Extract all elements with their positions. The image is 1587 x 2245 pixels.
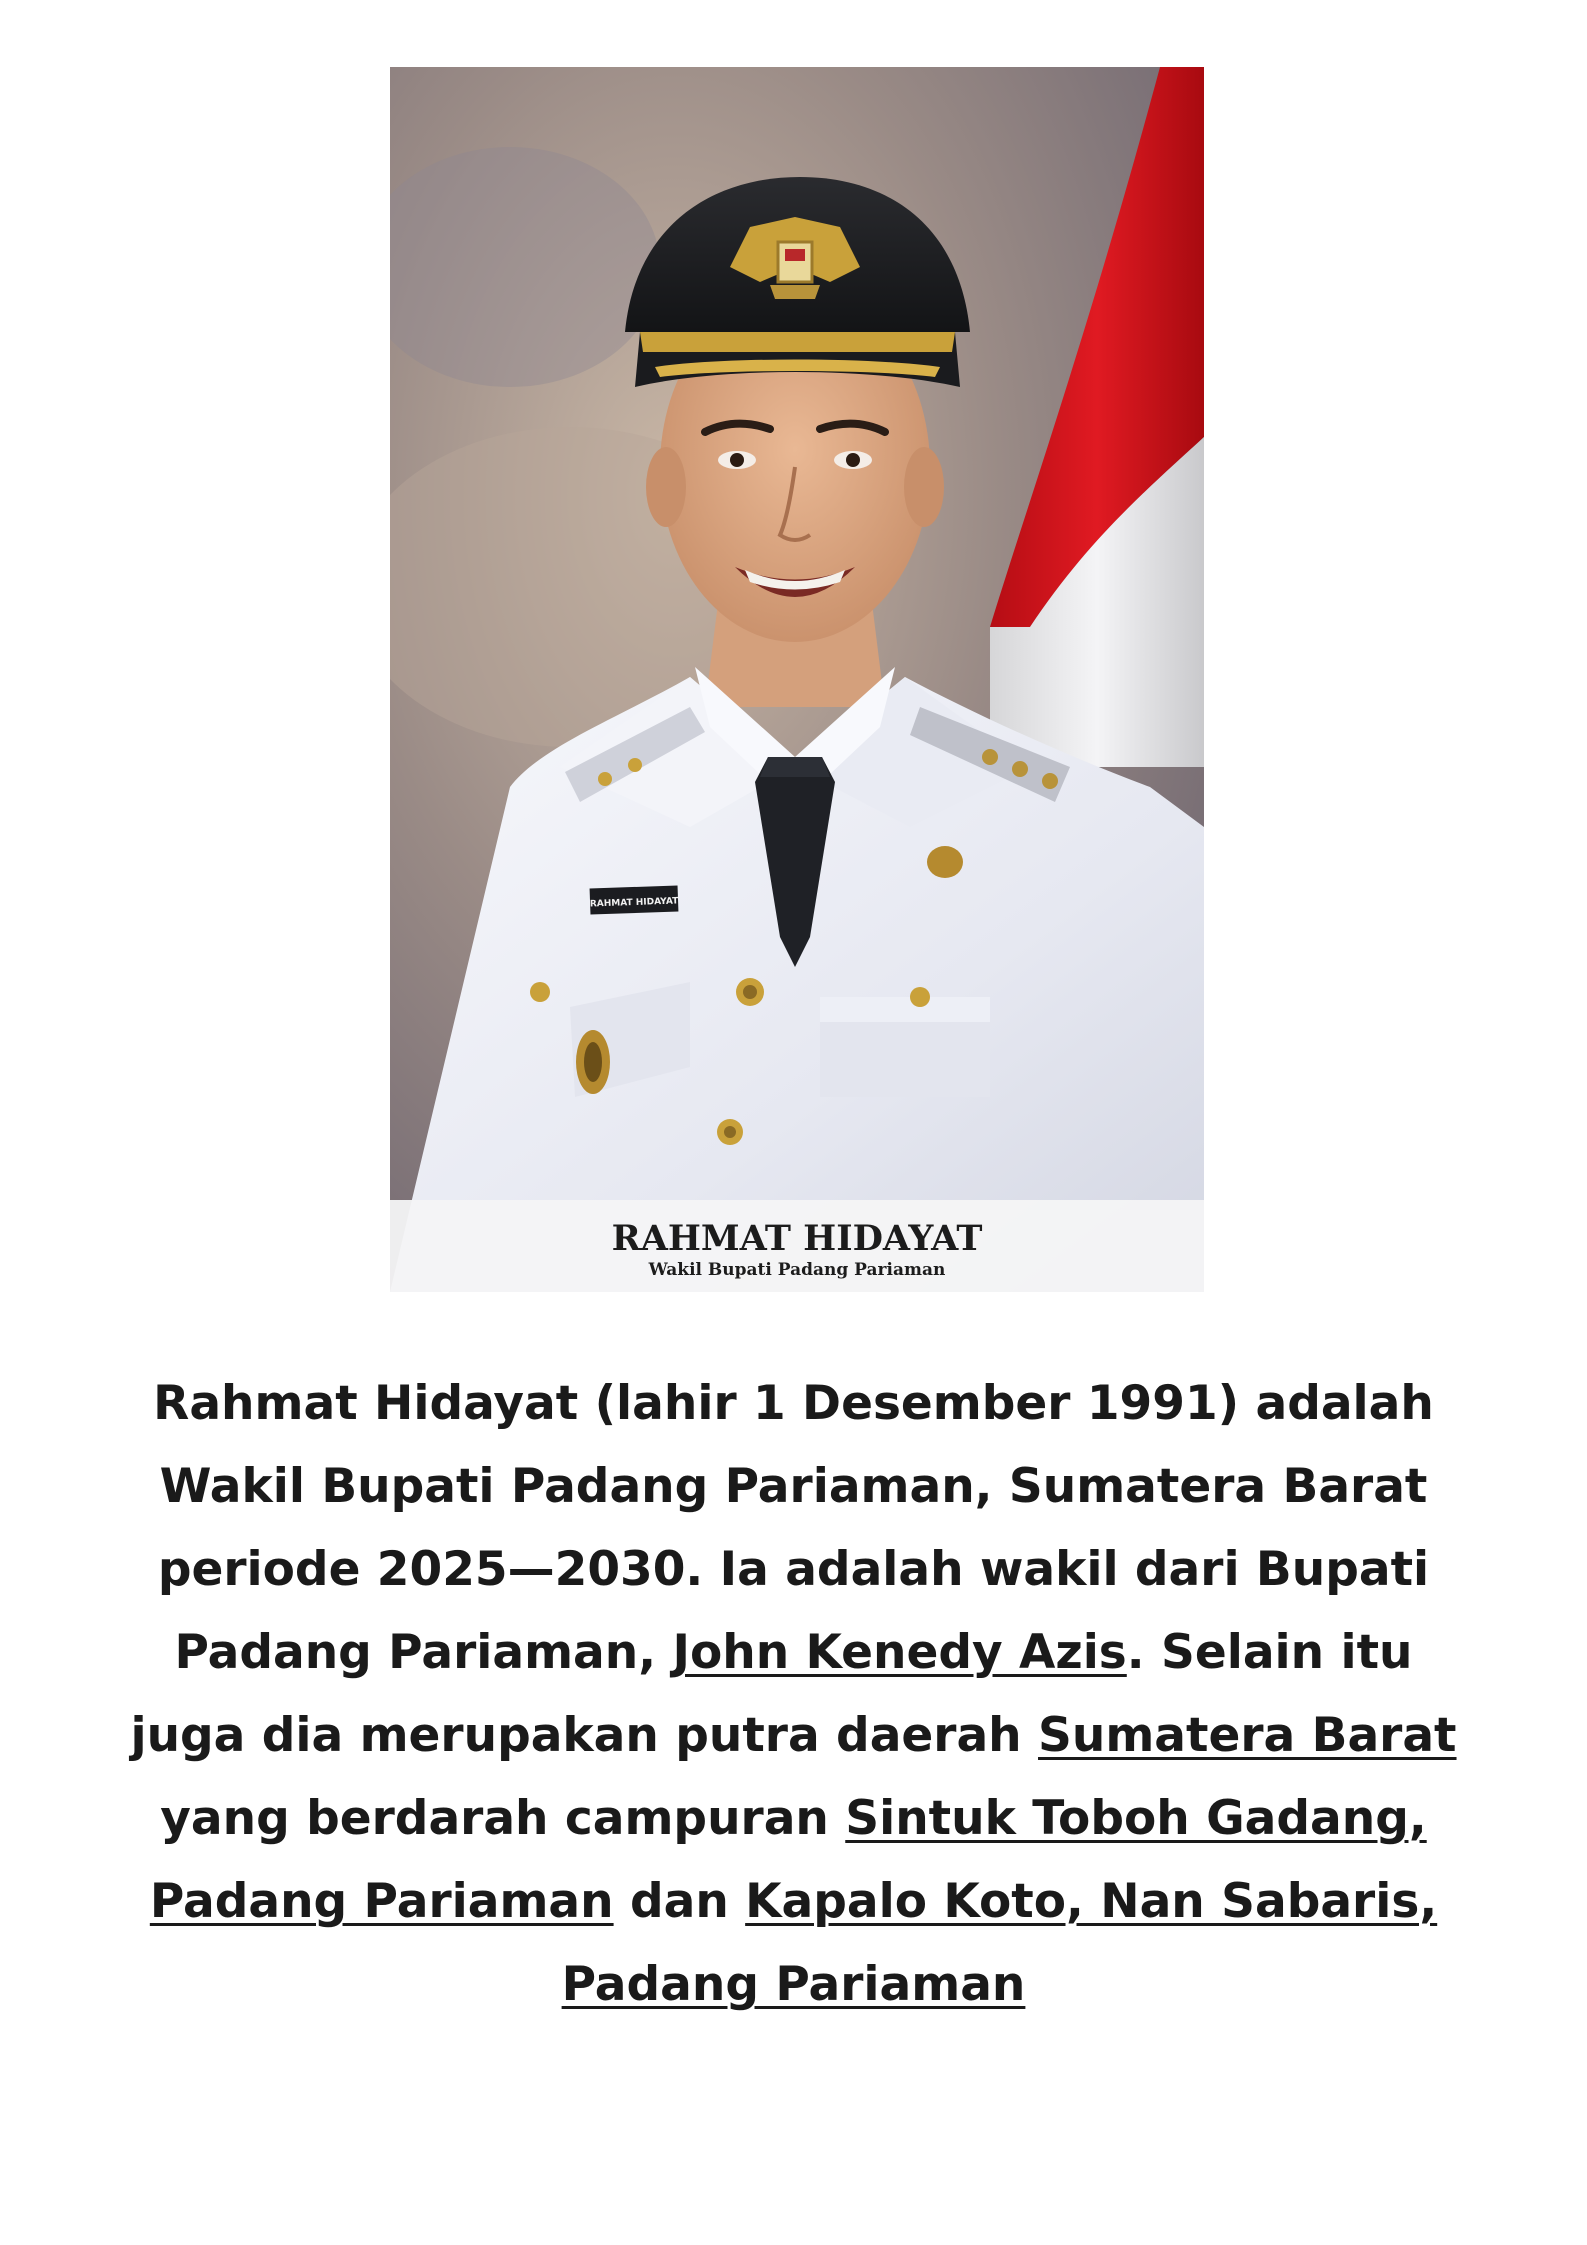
biography-paragraph bbox=[110, 1362, 1477, 2026]
caption-name: RAHMAT HIDAYAT bbox=[611, 1218, 983, 1259]
bio-text-1: Rahmat Hidayat (lahir 1 Desember 1991) adalah Wakil Bupati Padang Pariaman, Sumatera Barat periode 2025—2030. Ia adalah wakil dari Bupati Padang Pariaman, bbox=[153, 1376, 1434, 1680]
caption-title: Wakil Bupati Padang Pariaman bbox=[648, 1260, 946, 1280]
bio-text-4: dan bbox=[613, 1874, 746, 1929]
official-portrait bbox=[390, 67, 1204, 1292]
link-john-kenedy-azis[interactable]: John Kenedy Azis bbox=[672, 1625, 1127, 1680]
link-kapalo-koto[interactable]: Kapalo Koto, Nan Sabaris, Padang Pariaman bbox=[561, 1874, 1438, 2012]
bio-text-3: yang berdarah campuran bbox=[160, 1791, 846, 1846]
caption-band bbox=[390, 1200, 1204, 1292]
bio-text-2: . Selain itu juga dia merupakan putra daerah bbox=[130, 1625, 1413, 1763]
link-sumatera-barat[interactable]: Sumatera Barat bbox=[1038, 1708, 1457, 1763]
name-tag-text: RAHMAT HIDAYAT bbox=[589, 896, 679, 910]
portrait-illustration bbox=[390, 67, 1204, 1292]
link-sintuk-toboh-gadang[interactable]: Sintuk Toboh Gadang, Padang Pariaman bbox=[149, 1791, 1427, 1929]
